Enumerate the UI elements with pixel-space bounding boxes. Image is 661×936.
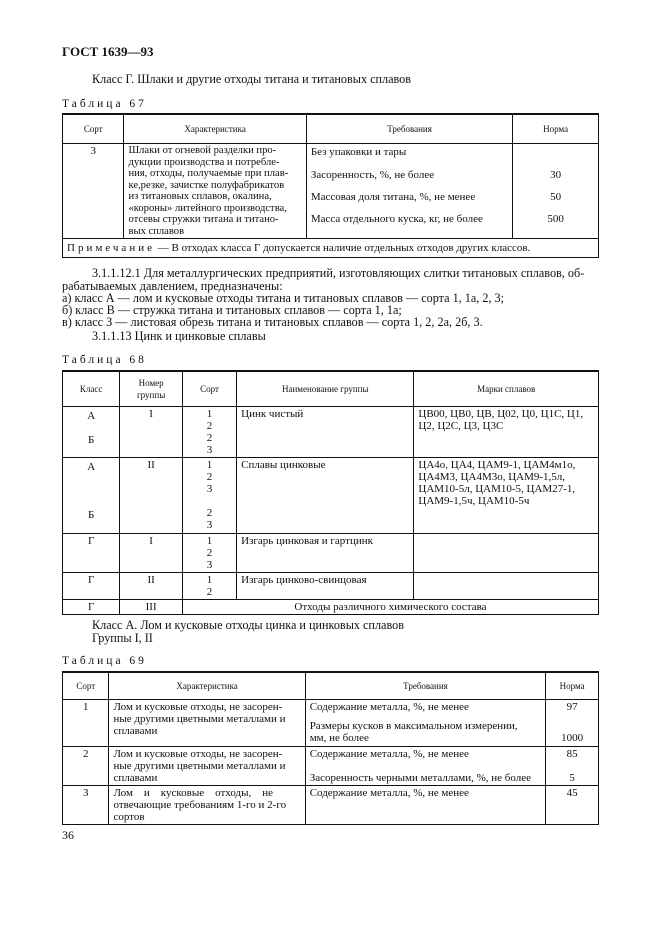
column-header: Характеристика <box>109 672 305 700</box>
norm-value: 500 <box>547 213 564 225</box>
page-number: 36 <box>62 828 74 842</box>
table-cell-sort <box>182 407 236 458</box>
sort-value: 2 <box>206 420 213 432</box>
table-cell-sort <box>182 573 236 600</box>
table-cell-norm <box>513 144 599 239</box>
table-68 <box>62 370 599 615</box>
norm-value: 97 <box>566 701 578 713</box>
table-row <box>63 407 599 458</box>
sort-value: 1 <box>206 535 213 547</box>
requirement-text: Содержание металла, %, не менее <box>309 787 469 799</box>
table-cell-class: Г <box>63 600 120 615</box>
sort-value: 3 <box>206 444 213 456</box>
text-line: сортов <box>113 811 145 823</box>
sort-value: 2 <box>206 586 213 598</box>
sort-value: 3 <box>206 519 213 531</box>
requirement-text: Размеры кусков в максимальном измерении, <box>309 720 518 732</box>
norm-value: 85 <box>566 748 578 760</box>
requirement-text: Содержание металла, %, не менее <box>309 748 469 760</box>
paragraph-3-1-1-12-1: 3.1.1.12.1 Для металлургических предприятий, изготовляющих слитки титановых сплавов, об- <box>92 266 585 280</box>
table-cell-characteristic <box>124 144 306 239</box>
section-groups: Группы I, II <box>92 631 153 645</box>
sort-value: 1 <box>206 459 213 471</box>
norm-value: 1000 <box>561 732 584 744</box>
paragraph-3-1-1-13: 3.1.1.13 Цинк и цинковые сплавы <box>92 329 266 343</box>
table-67-caption: Таблица 67 <box>62 98 147 110</box>
header-line: Номер <box>138 378 164 388</box>
column-header: Сорт <box>63 114 124 144</box>
table-cell-class: Г <box>63 573 120 600</box>
class-value: А <box>87 461 96 473</box>
text-line: дукции производства и потребле- <box>128 156 280 168</box>
marks-line: ЦВ00, ЦВ0, ЦВ, Ц02, Ц0, Ц1С, Ц1, <box>418 408 584 420</box>
text-line: «короны» литейного производства, <box>128 202 287 214</box>
sort-value: 2 <box>206 507 213 519</box>
requirement-text: мм, не более <box>309 732 369 744</box>
sort-value: 1 <box>206 574 213 586</box>
list-item-v: в) класс З — листовая обрезь титана и титановых сплавов — сорта 1, 2, 2а, 2б, 3. <box>62 315 483 329</box>
table-cell-requirements <box>305 700 546 747</box>
text-line: ные другими цветными металлами и <box>113 713 286 725</box>
text-line: ния, отходы, получаемые при плав- <box>128 168 289 179</box>
norm-value: 5 <box>569 772 575 784</box>
table-row <box>63 573 599 600</box>
marks-line: ЦА4о, ЦА4, ЦАМ9-1, ЦАМ4м1о, <box>418 459 576 471</box>
note-text: — В отходах класса Г допускается наличие отдельных отходов других классов. <box>154 242 531 254</box>
table-cell-norm <box>546 747 599 786</box>
list-item-a: а) класс А — лом и кусковые отходы титана и титановых сплавов — сорта 1, 1а, 2, 3; <box>62 291 505 305</box>
column-header: Норма <box>513 114 599 144</box>
text-line: вых сплавов <box>128 225 185 237</box>
document-header: ГОСТ 1639—93 <box>62 44 154 59</box>
column-header <box>120 371 183 407</box>
column-header: Сорт <box>182 371 236 407</box>
norm-value: 30 <box>550 169 562 181</box>
table-cell-norm <box>546 700 599 747</box>
sort-value: 3 <box>206 559 213 571</box>
column-header: Норма <box>546 672 599 700</box>
table-cell-class <box>63 458 120 534</box>
marks-line: ЦАМ9-1,5ч, ЦАМ10-5ч <box>418 495 530 507</box>
table-cell-name: Изгарь цинковая и гартцинк <box>237 534 414 573</box>
table-row <box>63 786 599 825</box>
text-line: ке,резке, зачистке полуфабрикатов <box>128 179 285 191</box>
table-cell-marks <box>414 458 599 534</box>
column-header: Требования <box>306 114 513 144</box>
table-cell-sort: 1 <box>63 700 109 747</box>
requirement-text: Масса отдельного куска, кг, не более <box>310 213 483 225</box>
marks-line: ЦАМ10-5л, ЦАМ10-5, ЦАМ27-1, <box>418 483 576 495</box>
table-cell-sort: 3 <box>63 786 109 825</box>
class-value: Б <box>88 434 95 446</box>
column-header: Наименование группы <box>237 371 414 407</box>
table-cell-group: II <box>120 458 183 534</box>
text-line: отвечающие требованиям 1-го и 2-го <box>113 799 287 811</box>
text-line: из титановых сплавов, окалина, <box>128 191 272 202</box>
text-line: Шлаки от огневой разделки про- <box>128 145 277 156</box>
table-row <box>63 534 599 573</box>
requirement-text: Засоренность черными металлами, %, не более <box>309 772 531 784</box>
sort-value: 3 <box>206 483 213 495</box>
table-cell-name: Сплавы цинковые <box>237 458 414 534</box>
text-line: Лом и кусковые отходы, не <box>113 787 274 799</box>
table-cell-name: Изгарь цинково-свинцовая <box>237 573 414 600</box>
table-cell-group: I <box>120 534 183 573</box>
sort-value: 2 <box>206 547 213 559</box>
section-title-class-a: Класс А. Лом и кусковые отходы цинка и цинковых сплавов <box>92 618 404 632</box>
section-title-class-g: Класс Г. Шлаки и другие отходы титана и титановых сплавов <box>92 72 412 86</box>
table-row <box>63 600 599 615</box>
table-cell-marks <box>414 534 599 573</box>
table-69-caption: Таблица 69 <box>62 655 147 667</box>
table-cell-name: Отходы различного химического состава <box>182 600 598 615</box>
text-line: Лом и кусковые отходы, не засорен- <box>113 701 283 713</box>
table-cell-norm <box>546 786 599 825</box>
requirement-text: Массовая доля титана, %, не менее <box>310 191 476 203</box>
table-cell-requirements <box>306 144 513 239</box>
table-cell-group: I <box>120 407 183 458</box>
table-cell-group: III <box>120 600 183 615</box>
table-cell-requirements <box>305 747 546 786</box>
marks-line: Ц2, Ц2С, Ц3, Ц3С <box>418 420 504 432</box>
class-value: Б <box>88 509 95 521</box>
table-67-note <box>63 239 599 258</box>
table-68-caption: Таблица 68 <box>62 354 147 366</box>
table-cell-sort: 3 <box>63 144 124 239</box>
table-cell-name: Цинк чистый <box>237 407 414 458</box>
table-cell-characteristic <box>109 786 305 825</box>
sort-value: 1 <box>206 408 213 420</box>
marks-line: ЦА4М3, ЦА4М3о, ЦАМ9-1,5л, <box>418 471 566 483</box>
sort-value: 2 <box>206 432 213 444</box>
paragraph-continuation: рабатываемых давлением, предназначены: <box>62 279 283 293</box>
header-line: группы <box>136 390 166 400</box>
table-cell-sort <box>182 534 236 573</box>
text-line: сплавами <box>113 725 158 737</box>
table-row <box>63 458 599 534</box>
text-line: ные другими цветными металлами и <box>113 760 286 772</box>
class-value: А <box>87 410 96 422</box>
list-item-b: б) класс В — стружка титана и титановых сплавов — сорта 1, 1а; <box>62 303 402 317</box>
column-header: Сорт <box>63 672 109 700</box>
column-header: Требования <box>305 672 546 700</box>
table-row <box>63 747 599 786</box>
requirement-text: Засоренность, %, не более <box>310 169 435 181</box>
table-67 <box>62 113 599 258</box>
table-69 <box>62 671 599 825</box>
column-header: Марки сплавов <box>414 371 599 407</box>
table-cell-class: Г <box>63 534 120 573</box>
note-label: Примечание <box>67 242 155 254</box>
column-header: Характеристика <box>124 114 306 144</box>
text-line: Лом и кусковые отходы, не засорен- <box>113 748 283 760</box>
table-cell-sort <box>182 458 236 534</box>
table-cell-characteristic <box>109 747 305 786</box>
requirement-text: Без упаковки и тары <box>310 146 407 158</box>
table-cell-marks <box>414 573 599 600</box>
table-cell-group: II <box>120 573 183 600</box>
text-line: сплавами <box>113 772 158 784</box>
table-cell-marks <box>414 407 599 458</box>
table-cell-class <box>63 407 120 458</box>
norm-value: 45 <box>566 787 578 799</box>
column-header: Класс <box>63 371 120 407</box>
table-cell-requirements <box>305 786 546 825</box>
table-cell-sort: 2 <box>63 747 109 786</box>
text-line: отсевы стружки титана и титано- <box>128 214 279 225</box>
norm-value: 50 <box>550 191 562 203</box>
table-cell-characteristic <box>109 700 305 747</box>
table-row <box>63 700 599 747</box>
sort-value: 2 <box>206 471 213 483</box>
requirement-text: Содержание металла, %, не менее <box>309 701 469 713</box>
